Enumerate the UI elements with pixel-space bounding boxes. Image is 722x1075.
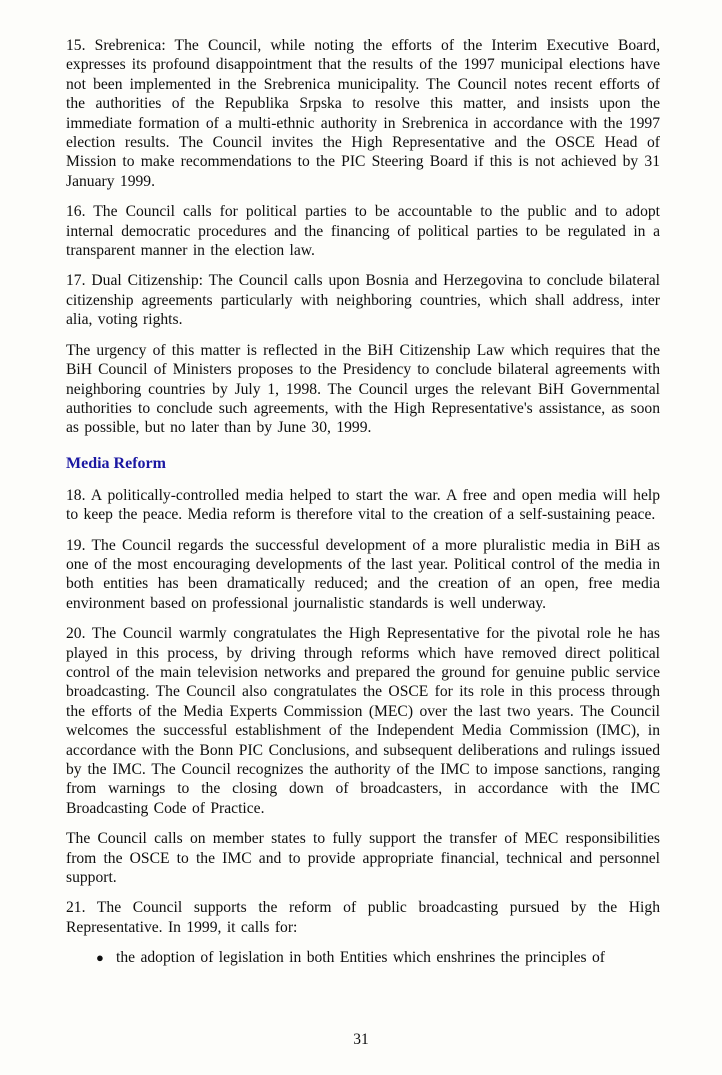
paragraph-citizenship-followup: The urgency of this matter is reflected in the BiH Citizenship Law which requires that the BiH Council of Ministers proposes to the Presidency to conclude bilateral agreements with neighboring countries by July 1, 1998. The Council urges the relevant BiH Governmental authorities to conclude such agreements, with the High Representative's assistance, as soon as possible, but no later than by June 30, 1999.: [66, 341, 660, 437]
bullet-marker: ●: [96, 950, 104, 966]
document-content: [66, 36, 660, 968]
bullet-list-item: [96, 948, 660, 967]
bullet-item-text: the adoption of legislation in both Entities which enshrines the principles of: [116, 949, 605, 967]
paragraph-20: 20. The Council warmly congratulates the High Representative for the pivotal role he has played in this process, by driving through reforms which have removed direct political control of the main television networks and prepared the ground for genuine public service broadcasting. The Council also congratulates the OSCE for its role in this process through the efforts of the Media Experts Commission (MEC) over the last two years. The Council welcomes the successful establishment of the Independent Media Commission (IMC), in accordance with the Bonn PIC Conclusions, and subsequent deliberations and rulings issued by the IMC. The Council recognizes the authority of the IMC to impose sanctions, ranging from warnings to the closing down of broadcasters, in accordance with the IMC Broadcasting Code of Practice.: [66, 625, 660, 817]
paragraph-17: 17. Dual Citizenship: The Council calls upon Bosnia and Herzegovina to conclude bilateral citizenship agreements particularly with neighboring countries, which shall address, inter alia, voting rights.: [66, 272, 660, 329]
paragraph-mec-transfer: The Council calls on member states to fully support the transfer of MEC responsibilities from the OSCE to the IMC and to provide appropriate financial, technical and personnel support.: [66, 830, 660, 887]
paragraph-18: 18. A politically-controlled media helped to start the war. A free and open media will help to keep the peace. Media reform is therefore vital to the creation of a self-sustaining peace.: [66, 486, 660, 524]
paragraph-15: 15. Srebrenica: The Council, while noting the efforts of the Interim Executive Board, expresses its profound disappointment that the results of the 1997 municipal elections have not been implemented in the Srebrenica municipality. The Council notes recent efforts of the authorities of the Republika Srpska to resolve this matter, and insists upon the immediate formation of a multi-ethnic authority in Srebrenica in accordance with the 1997 election results. The Council invites the High Representative and the OSCE Head of Mission to make recommendations to the PIC Steering Board if this is not achieved by 31 January 1999.: [66, 37, 660, 190]
paragraph-21: 21. The Council supports the reform of public broadcasting pursued by the High Representative. In 1999, it calls for:: [66, 899, 660, 936]
section-heading-media-reform: Media Reform: [66, 454, 166, 472]
paragraph-16: 16. The Council calls for political parties to be accountable to the public and to adopt internal democratic procedures and the financing of political parties to be regulated in a transparent manner in the election law.: [66, 203, 660, 260]
paragraph-19: 19. The Council regards the successful development of a more pluralistic media in BiH as one of the most encouraging developments of the last year. Political control of the media in both entities has been dramatically reduced; and the creation of an open, free media environment based on professional journalistic standards is well underway.: [66, 536, 660, 612]
page-number: 31: [353, 1031, 369, 1048]
